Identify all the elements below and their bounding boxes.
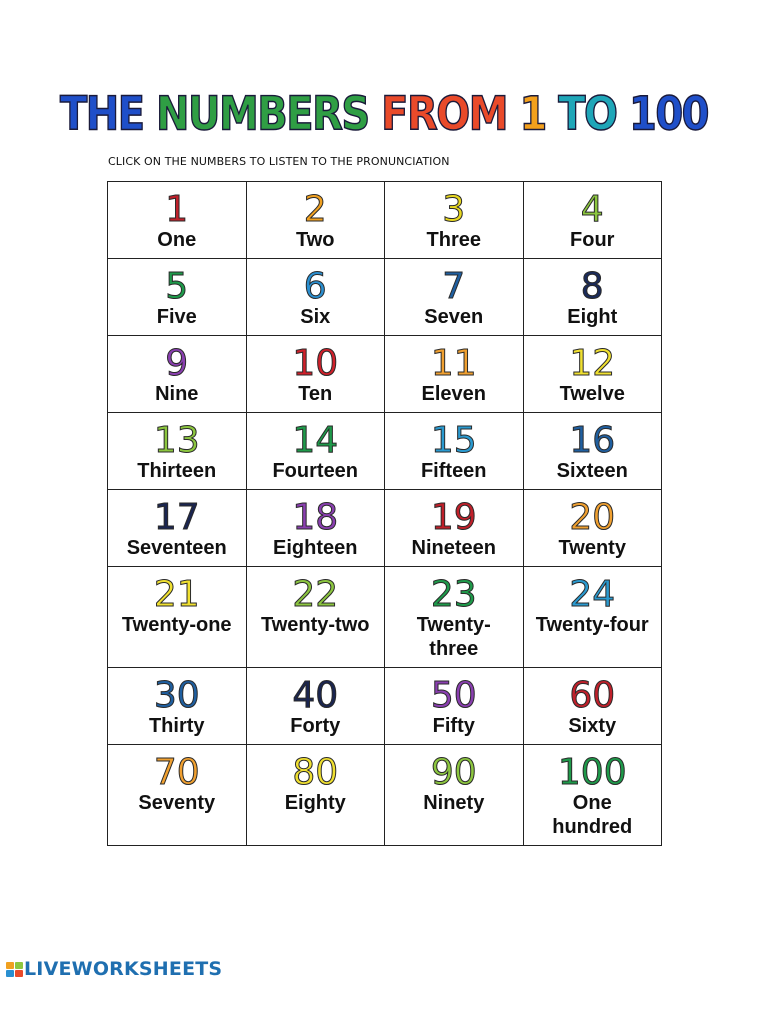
number-cell-14[interactable] — [247, 413, 386, 490]
number-digits[interactable]: 13 — [153, 420, 200, 461]
number-digits[interactable]: 23 — [430, 574, 477, 615]
number-digits[interactable]: 100 — [557, 752, 627, 793]
number-word: Six — [300, 306, 331, 328]
number-cell-11[interactable] — [385, 336, 524, 413]
number-cell-90[interactable] — [385, 745, 524, 846]
number-word: Two — [295, 229, 335, 251]
number-cell-18[interactable] — [247, 490, 386, 567]
number-cell-12[interactable] — [524, 336, 663, 413]
number-cell-30[interactable] — [108, 668, 247, 745]
number-cell-1[interactable] — [108, 182, 247, 259]
number-word: One hundred — [552, 792, 633, 838]
number-cell-60[interactable] — [524, 668, 663, 745]
number-digits[interactable]: 17 — [153, 497, 200, 538]
number-digits[interactable]: 19 — [430, 497, 477, 538]
title-part: THE — [60, 88, 157, 141]
number-word: Twenty — [558, 537, 626, 559]
number-digits[interactable]: 80 — [292, 752, 339, 793]
page-title — [0, 88, 768, 141]
number-digits[interactable]: 20 — [569, 497, 616, 538]
number-digits[interactable]: 40 — [292, 675, 339, 716]
number-word: Ninety — [423, 792, 485, 814]
number-digits[interactable]: 11 — [430, 343, 477, 384]
number-word: Twenty-two — [260, 614, 370, 636]
number-word: Three — [426, 229, 481, 251]
number-cell-22[interactable] — [247, 567, 386, 668]
number-digits[interactable]: 16 — [569, 420, 616, 461]
number-cell-10[interactable] — [247, 336, 386, 413]
number-word: Eleven — [421, 383, 486, 405]
number-cell-6[interactable] — [247, 259, 386, 336]
number-digits[interactable]: 8 — [580, 266, 604, 307]
number-cell-20[interactable] — [524, 490, 663, 567]
number-cell-9[interactable] — [108, 336, 247, 413]
number-word: Nineteen — [411, 537, 496, 559]
number-cell-19[interactable] — [385, 490, 524, 567]
number-word: Forty — [290, 715, 341, 737]
numbers-grid — [107, 181, 662, 846]
number-word: Five — [156, 306, 197, 328]
number-cell-21[interactable] — [108, 567, 247, 668]
number-digits[interactable]: 90 — [430, 752, 477, 793]
number-digits[interactable]: 9 — [165, 343, 189, 384]
number-word: Thirty — [148, 715, 205, 737]
number-cell-70[interactable] — [108, 745, 247, 846]
title-part: 1 — [519, 88, 559, 141]
number-word: Sixty — [568, 715, 617, 737]
title-part: 100 — [628, 88, 708, 141]
number-digits[interactable]: 22 — [292, 574, 339, 615]
number-digits[interactable]: 4 — [580, 189, 604, 230]
number-digits[interactable]: 15 — [430, 420, 477, 461]
footer-brand-text: LIVEWORKSHEETS — [24, 958, 223, 980]
number-digits[interactable]: 24 — [569, 574, 616, 615]
number-cell-15[interactable] — [385, 413, 524, 490]
number-digits[interactable]: 60 — [569, 675, 616, 716]
number-cell-3[interactable] — [385, 182, 524, 259]
number-digits[interactable]: 5 — [165, 266, 189, 307]
number-digits[interactable]: 12 — [569, 343, 616, 384]
title-part: FROM — [381, 88, 520, 141]
number-cell-24[interactable] — [524, 567, 663, 668]
number-digits[interactable]: 18 — [292, 497, 339, 538]
number-digits[interactable]: 30 — [153, 675, 200, 716]
number-cell-4[interactable] — [524, 182, 663, 259]
number-digits[interactable]: 7 — [442, 266, 466, 307]
instruction-text: CLICK ON THE NUMBERS TO LISTEN TO THE PRONUNCIATION — [108, 155, 450, 168]
number-word: Twenty-one — [121, 614, 232, 636]
number-word: Thirteen — [137, 460, 217, 482]
number-digits[interactable]: 6 — [303, 266, 327, 307]
number-word: Seventy — [138, 792, 216, 814]
number-cell-7[interactable] — [385, 259, 524, 336]
number-word: Nine — [155, 383, 199, 405]
number-digits[interactable]: 50 — [430, 675, 477, 716]
number-word: Seven — [424, 306, 484, 328]
number-cell-17[interactable] — [108, 490, 247, 567]
number-word: Twenty-four — [535, 614, 649, 636]
number-cell-50[interactable] — [385, 668, 524, 745]
number-cell-13[interactable] — [108, 413, 247, 490]
number-cell-23[interactable] — [385, 567, 524, 668]
footer-brand — [6, 958, 222, 980]
title-part: TO — [558, 88, 629, 141]
number-digits[interactable]: 1 — [165, 189, 189, 230]
number-word: Eight — [567, 306, 618, 328]
number-word: Twelve — [559, 383, 625, 405]
number-digits[interactable]: 10 — [292, 343, 339, 384]
number-word: Seventeen — [126, 537, 227, 559]
number-word: Four — [570, 229, 615, 251]
number-digits[interactable]: 70 — [153, 752, 200, 793]
number-word: Fifty — [432, 715, 475, 737]
title-part: NUMBERS — [156, 88, 382, 141]
number-digits[interactable]: 3 — [442, 189, 466, 230]
number-word: Ten — [298, 383, 333, 405]
number-word: Fourteen — [272, 460, 359, 482]
number-word: Eighty — [284, 792, 346, 814]
number-cell-5[interactable] — [108, 259, 247, 336]
number-word: Twenty-three — [416, 614, 491, 660]
number-cell-40[interactable] — [247, 668, 386, 745]
number-cell-16[interactable] — [524, 413, 663, 490]
number-cell-8[interactable] — [524, 259, 663, 336]
number-digits[interactable]: 2 — [303, 189, 327, 230]
liveworksheets-logo-icon — [6, 962, 22, 976]
number-word: Sixteen — [556, 460, 628, 482]
number-cell-2[interactable] — [247, 182, 386, 259]
number-digits[interactable]: 14 — [292, 420, 339, 461]
number-cell-100[interactable] — [524, 745, 663, 846]
number-cell-80[interactable] — [247, 745, 386, 846]
number-word: One — [157, 229, 197, 251]
number-word: Eighteen — [273, 537, 358, 559]
number-digits[interactable]: 21 — [153, 574, 200, 615]
number-word: Fifteen — [420, 460, 487, 482]
